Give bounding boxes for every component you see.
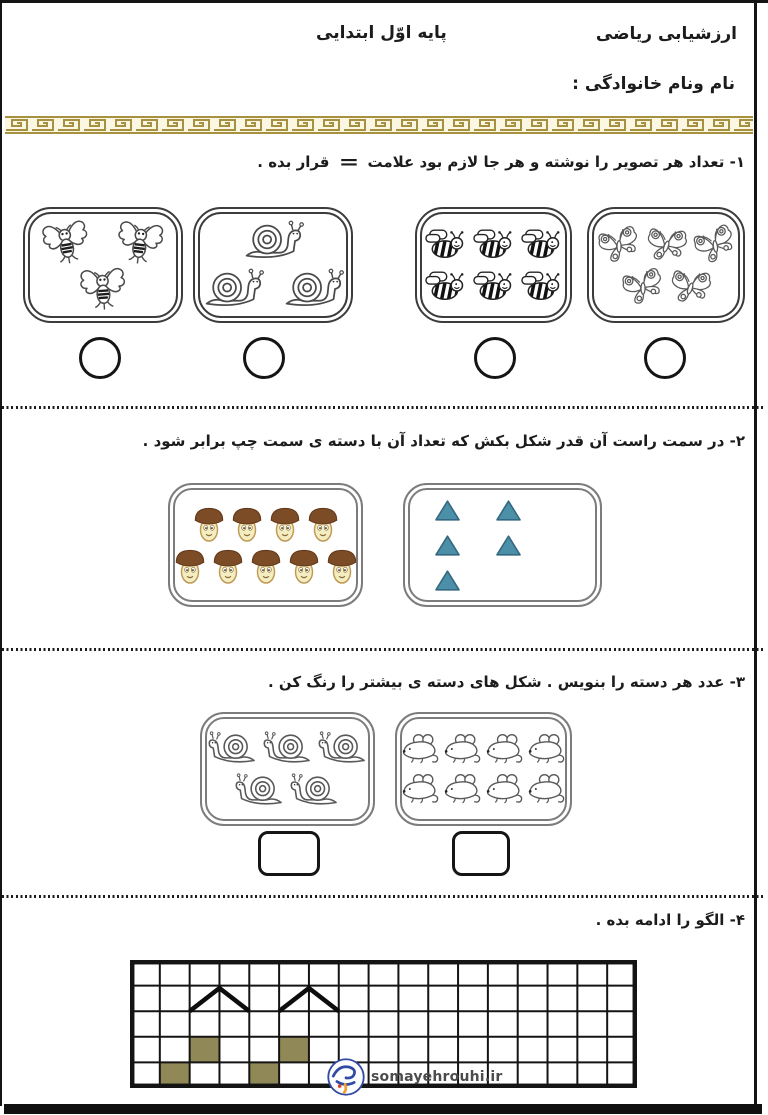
icon-row <box>30 265 176 311</box>
page-border-bottom <box>4 1104 762 1114</box>
mushroom-icon <box>230 504 264 544</box>
q1-answer-circle-4 <box>644 337 686 379</box>
pattern-filled-cell <box>190 1037 220 1063</box>
header-subject: ارزشیابی ریاضی <box>595 24 737 44</box>
butterfly-icon <box>592 219 645 269</box>
icon-row <box>410 534 595 557</box>
icon-row <box>175 546 356 586</box>
dotted-divider-1 <box>2 406 764 409</box>
q1-answer-circle-3 <box>474 337 516 379</box>
icon-row <box>200 267 346 311</box>
q1-answer-circle-2 <box>243 337 285 379</box>
mouse-icon <box>485 773 524 805</box>
student-name-label: نام ونام خانوادگی : <box>572 74 735 94</box>
icon-row <box>402 773 565 805</box>
mouse-icon <box>527 773 566 805</box>
mouse-icon <box>443 773 482 805</box>
icon-row <box>594 265 738 307</box>
snail2-icon <box>290 772 340 808</box>
bee-icon <box>472 269 515 303</box>
pattern-filled-cell <box>279 1037 309 1063</box>
mushroom-icon <box>192 504 226 544</box>
q3-mice-box <box>395 712 572 826</box>
snail-icon <box>201 267 265 311</box>
decorative-border-strip <box>5 116 753 134</box>
bee-icon <box>520 269 563 303</box>
bee-icon <box>520 227 563 261</box>
icon-row <box>30 219 176 265</box>
question-4-text: ۴- الگو را ادامه بده . <box>595 911 745 929</box>
butterfly-icon <box>665 262 715 310</box>
question-1-text <box>257 151 745 173</box>
butterfly-icon <box>616 261 669 311</box>
q2-mushrooms-box <box>168 483 363 607</box>
q1-butterflies-box <box>587 207 745 323</box>
mushroom-icon <box>306 504 340 544</box>
bee-icon <box>424 269 467 303</box>
question-1-text-before: ۱- تعداد هر تصویر را نوشته و هر جا لازم بود علامت <box>367 153 745 171</box>
fly-icon <box>36 215 95 269</box>
icon-row <box>594 223 738 265</box>
mushroom-icon <box>249 546 283 586</box>
snail2-icon <box>263 730 313 766</box>
mushroom-icon <box>287 546 321 586</box>
icon-row <box>410 569 595 592</box>
q1-bees-box <box>415 207 572 323</box>
watermark-logo-icon <box>326 1056 366 1098</box>
bee-icon <box>424 227 467 261</box>
snail-icon <box>281 267 345 311</box>
mouse-icon <box>401 773 440 805</box>
triangle-icon <box>434 534 461 557</box>
watermark-text: somayehrouhi.ir <box>371 1069 503 1085</box>
q1-answer-circle-1 <box>79 337 121 379</box>
dotted-divider-2 <box>2 648 764 651</box>
snail2-icon <box>208 730 258 766</box>
triangle-icon <box>495 534 522 557</box>
question-3-text: ۳- عدد هر دسته را بنویس . شکل های دسته ی بیشتر را رنگ کن . <box>267 673 745 691</box>
q1-flies-box <box>23 207 183 323</box>
icon-row <box>207 730 368 766</box>
bee-icon <box>472 227 515 261</box>
mouse-icon <box>401 733 440 765</box>
mushroom-icon <box>211 546 245 586</box>
page-border-top <box>0 0 768 3</box>
question-1-text-after: قرار بده . <box>257 153 330 171</box>
equals-sign: = <box>338 151 359 173</box>
q1-snails-box <box>193 207 353 323</box>
triangle-icon <box>434 499 461 522</box>
icon-row <box>175 504 356 544</box>
dotted-divider-3 <box>2 895 764 898</box>
fly-icon <box>111 216 168 268</box>
icon-row <box>410 499 595 522</box>
q3-answer-box-2 <box>452 831 510 876</box>
mouse-icon <box>527 733 566 765</box>
snail2-icon <box>235 772 285 808</box>
icon-row <box>402 733 565 765</box>
page-border-right <box>754 0 757 1106</box>
q2-triangles-box <box>403 483 602 607</box>
icon-row <box>200 219 346 263</box>
icon-row <box>422 269 565 303</box>
q3-answer-box-1 <box>258 831 320 876</box>
question-2-text: ۲- در سمت راست آن قدر شکل بکش که تعداد آن با دسته ی سمت چپ برابر شود . <box>142 432 745 450</box>
mushroom-icon <box>325 546 359 586</box>
triangle-icon <box>495 499 522 522</box>
header-grade: پایه اوّل ابتدایی <box>316 23 447 43</box>
q3-snails-box <box>200 712 375 826</box>
snail2-icon <box>318 730 368 766</box>
mushroom-icon <box>173 546 207 586</box>
icon-row <box>422 227 565 261</box>
watermark <box>326 1056 502 1098</box>
triangle-icon <box>434 569 461 592</box>
icon-row <box>207 772 368 808</box>
snail-icon <box>241 219 305 263</box>
mouse-icon <box>485 733 524 765</box>
mouse-icon <box>443 733 482 765</box>
fly-icon <box>75 263 130 313</box>
butterfly-icon <box>641 220 691 268</box>
page-border-left <box>0 0 2 1106</box>
mushroom-icon <box>268 504 302 544</box>
butterfly-icon <box>686 217 743 272</box>
